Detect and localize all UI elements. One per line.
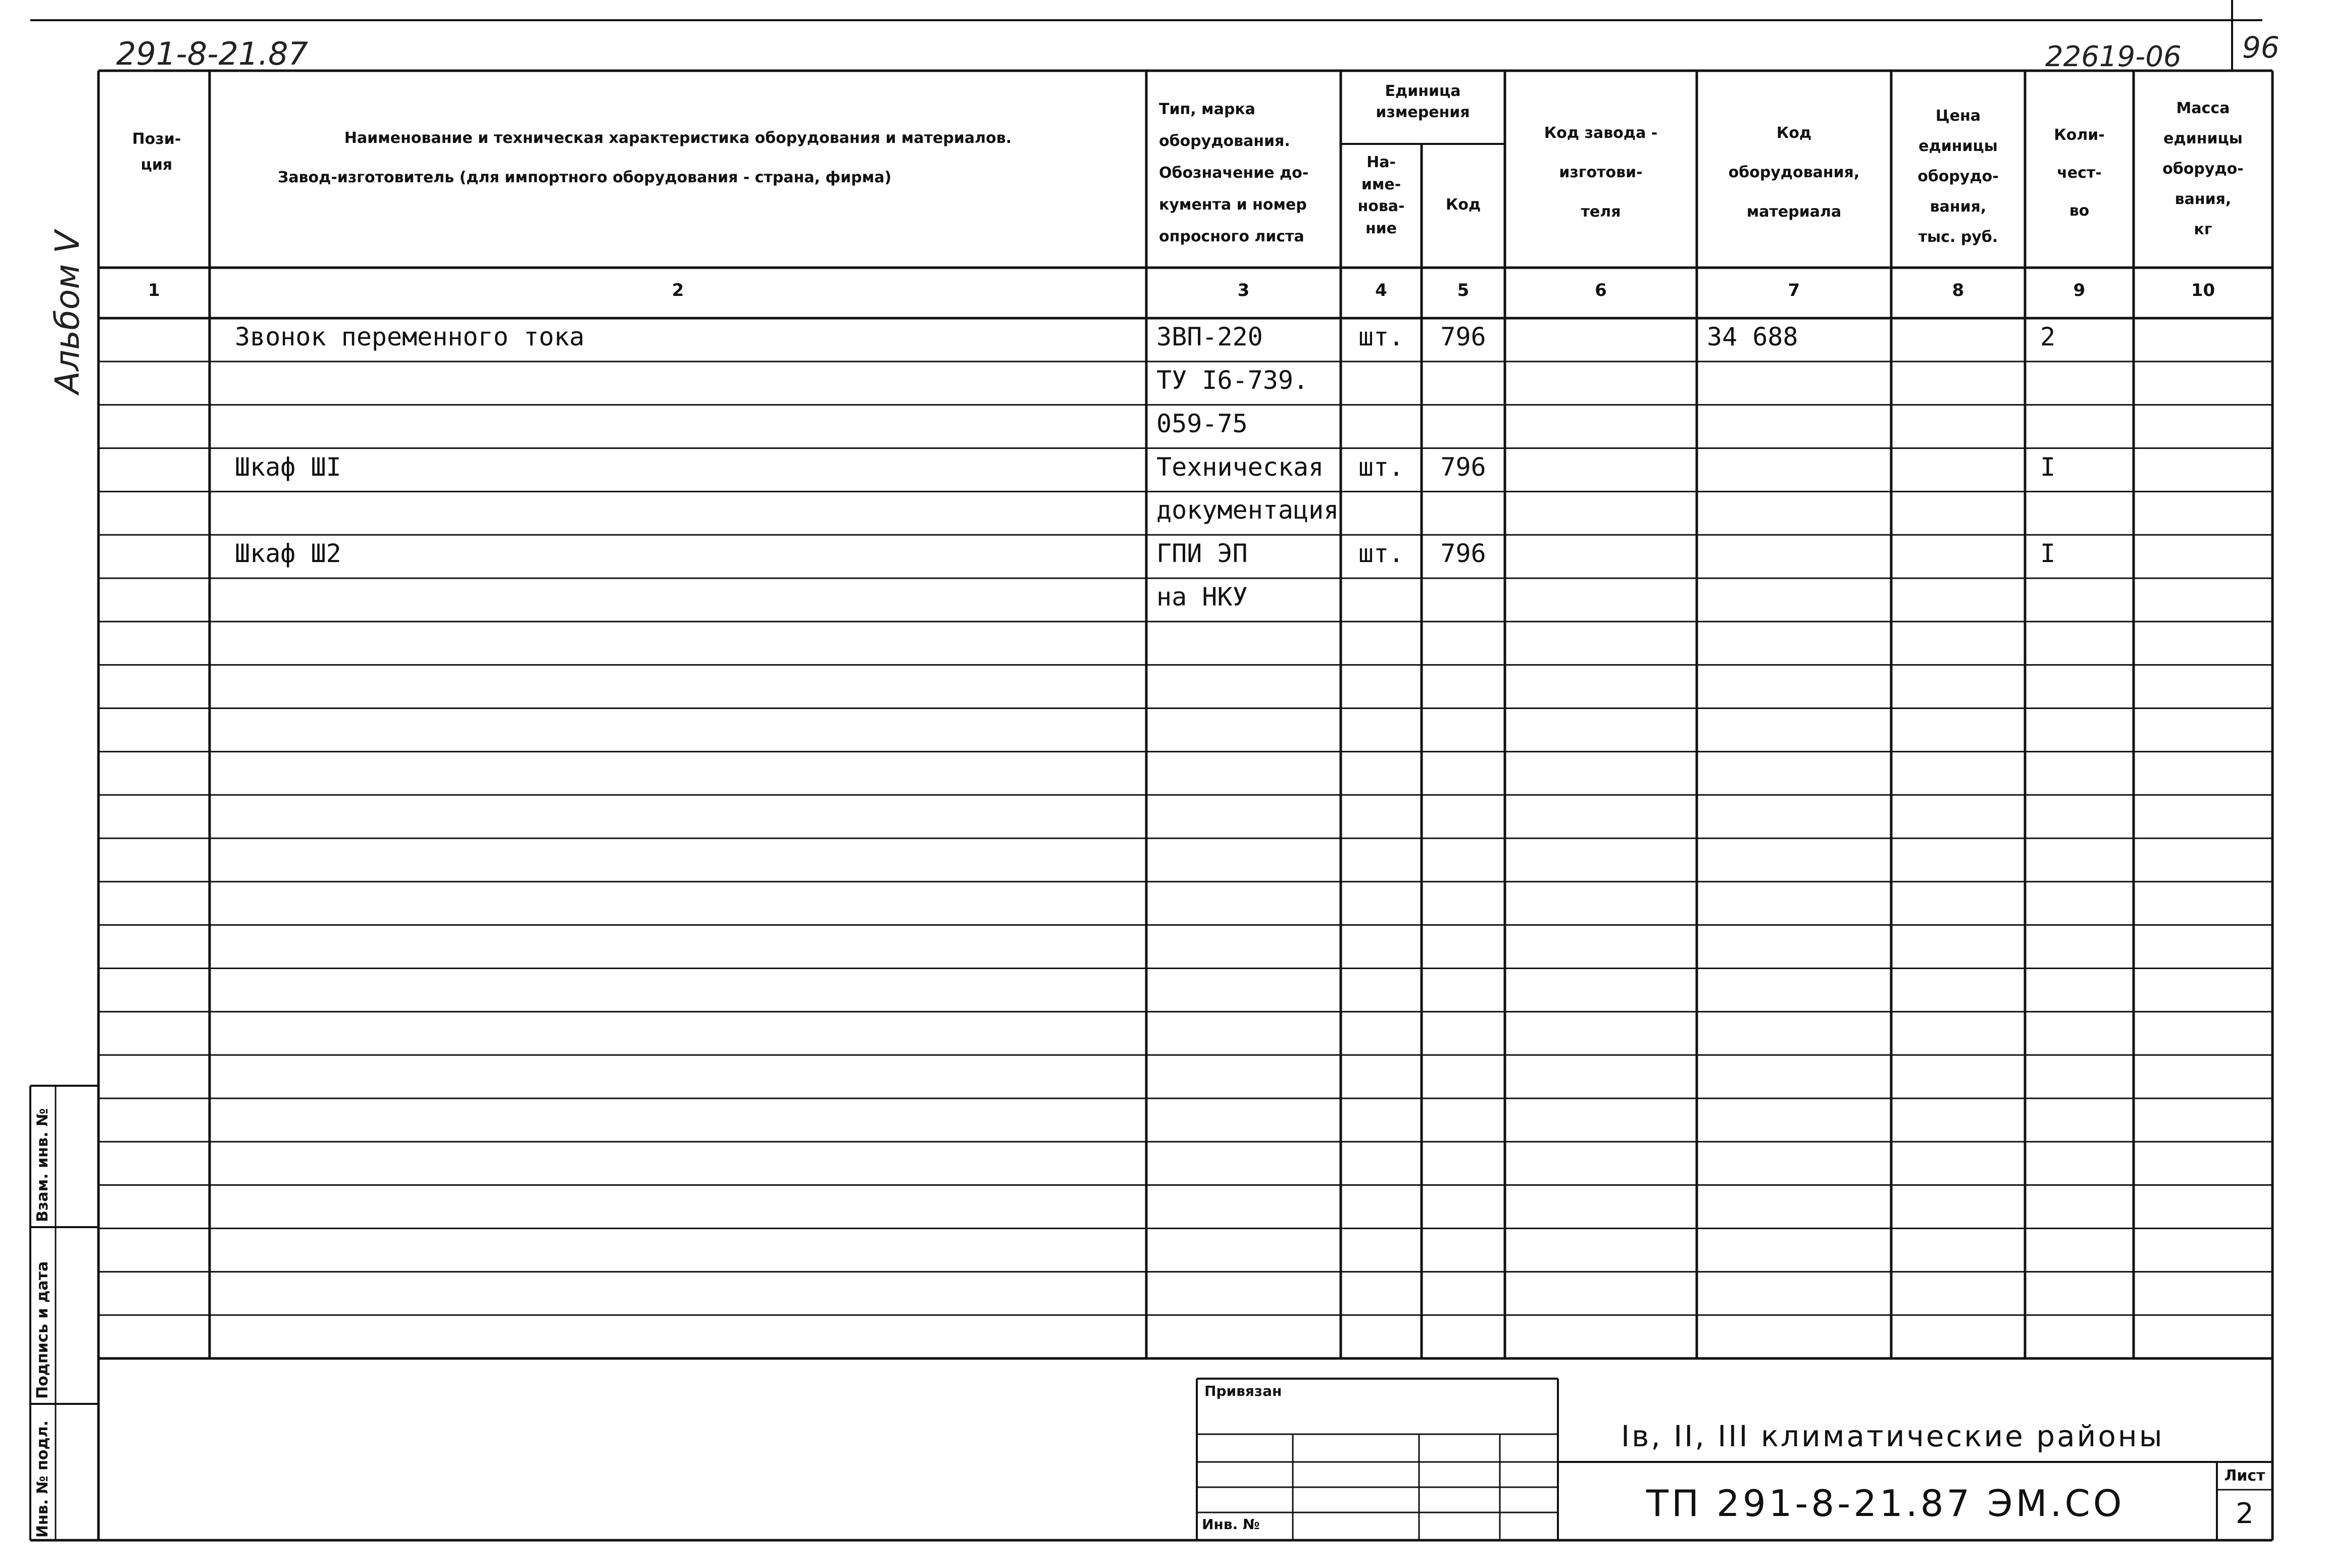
col6-header-line3: теля — [1581, 203, 1621, 221]
sheet-value: 2 — [2236, 1497, 2254, 1530]
col5-header: Код — [1445, 196, 1481, 214]
col6-header-line2: изготови- — [1559, 164, 1643, 181]
cell-unit: шт. — [1358, 539, 1404, 569]
col9-header-line3: во — [2069, 202, 2090, 220]
col9-header-line1: Коли- — [2054, 126, 2105, 144]
cell-equip-code: 34 688 — [1707, 322, 1798, 351]
col8-header-line4: вания, — [1930, 198, 1987, 216]
col2-header — [212, 119, 1144, 197]
col3-header-line3: Обозначение до- — [1159, 164, 1309, 182]
cell-qty: I — [2040, 539, 2056, 569]
colnum-8: 8 — [1952, 280, 1964, 300]
col7-header-line1: Код — [1776, 124, 1812, 142]
col7-header-line2: оборудования, — [1728, 164, 1860, 181]
col10-header-line4: вания, — [2175, 190, 2232, 208]
col3-header-line4: кумента и номер — [1159, 196, 1307, 214]
colnum-6: 6 — [1595, 280, 1607, 300]
col8-header-line5: тыс. руб. — [1918, 228, 1998, 246]
sheet-label: Лист — [2224, 1467, 2265, 1485]
col10-header — [2136, 93, 2270, 245]
col6-header-line1: Код завода - — [1544, 124, 1658, 142]
col10-header-line5: кг — [2194, 221, 2212, 238]
side-sign-date: Подпись и дата — [34, 1261, 52, 1399]
colnum-3: 3 — [1237, 280, 1250, 300]
colnum-10: 10 — [2191, 280, 2215, 300]
cell-qty: 2 — [2040, 322, 2056, 351]
col10-header-line1: Масса — [2176, 99, 2230, 117]
col4-header — [1343, 151, 1419, 239]
cell-code: 796 — [1440, 452, 1486, 482]
col8-header — [1894, 101, 2022, 252]
colnum-5: 5 — [1457, 280, 1470, 300]
col4-header-line3: нова- — [1357, 197, 1405, 215]
col9-header-line2: чест- — [2057, 164, 2102, 182]
col4-header-line4: ние — [1365, 219, 1397, 237]
col10-header-line3: оборудо- — [2162, 160, 2244, 178]
cell-unit: шт. — [1358, 452, 1404, 482]
bound-label: Привязан — [1204, 1383, 1282, 1399]
inv-label: Инв. № — [1202, 1516, 1260, 1533]
cell-unit: шт. — [1358, 322, 1404, 351]
cell-name: Шкаф ШI — [235, 452, 341, 482]
cell-type: документация — [1156, 495, 1339, 525]
col8-header-line2: единицы — [1918, 137, 1998, 155]
col6-header — [1507, 114, 1694, 232]
col2-header-line1: Наименование и техническая характеристика оборудования и материалов. — [344, 129, 1012, 147]
col4-header-line2: име- — [1361, 175, 1401, 193]
cell-type: ГПИ ЭП — [1156, 539, 1248, 569]
cell-code: 796 — [1440, 539, 1486, 569]
album-label: Альбом V — [48, 230, 87, 394]
col3-header-line5: опросного листа — [1159, 228, 1304, 245]
climate-text: Iв, II, III климатические районы — [1621, 1419, 2164, 1453]
colnum-9: 9 — [2073, 280, 2086, 300]
colnum-2: 2 — [672, 280, 684, 300]
col3-header-line1: Тип, марка — [1159, 100, 1255, 118]
side-inv-orig: Инв. № подл. — [34, 1420, 52, 1538]
colnum-1: 1 — [148, 280, 160, 300]
cell-qty: I — [2040, 452, 2056, 482]
archive-number: 22619-06 — [2045, 40, 2182, 73]
cell-name: Шкаф Ш2 — [235, 539, 341, 569]
side-replace-inv: Взам. инв. № — [34, 1108, 52, 1222]
cell-type: 059-75 — [1156, 409, 1248, 438]
doc-code-handwritten: 291-8-21.87 — [116, 35, 309, 72]
cell-type: ТУ I6-739. — [1156, 365, 1309, 395]
cell-type: ЗВП-220 — [1156, 322, 1263, 351]
colnum-4: 4 — [1375, 280, 1387, 300]
col8-header-line3: оборудо- — [1917, 168, 1999, 185]
col9-header — [2028, 116, 2131, 230]
col3-header-line2: оборудования. — [1159, 132, 1290, 150]
doc-designation: ТП 291-8-21.87 ЭМ.СО — [1646, 1482, 2125, 1525]
col1-header — [116, 126, 197, 178]
col7-header — [1699, 114, 1889, 232]
colnum-7: 7 — [1788, 280, 1800, 300]
cell-code: 796 — [1440, 322, 1486, 351]
col1-header-line2: ция — [140, 156, 173, 174]
col4-header-line1: На- — [1367, 154, 1396, 171]
col2-header-line2: Завод-изготовитель (для импортного оборудования - страна, фирма) — [278, 169, 892, 186]
sheet-number-top: 96 — [2242, 30, 2280, 65]
unit-group-header: Единица измерения — [1376, 82, 1470, 121]
col3-header — [1149, 93, 1348, 252]
col7-header-line3: материала — [1746, 203, 1842, 221]
col1-header-line1: Пози- — [132, 130, 181, 148]
cell-name: Звонок переменного тока — [235, 322, 585, 351]
cell-type: Техническая — [1156, 452, 1324, 482]
col8-header-line1: Цена — [1935, 107, 1981, 125]
cell-type: на НКУ — [1156, 582, 1248, 612]
col10-header-line2: единицы — [2163, 130, 2243, 147]
